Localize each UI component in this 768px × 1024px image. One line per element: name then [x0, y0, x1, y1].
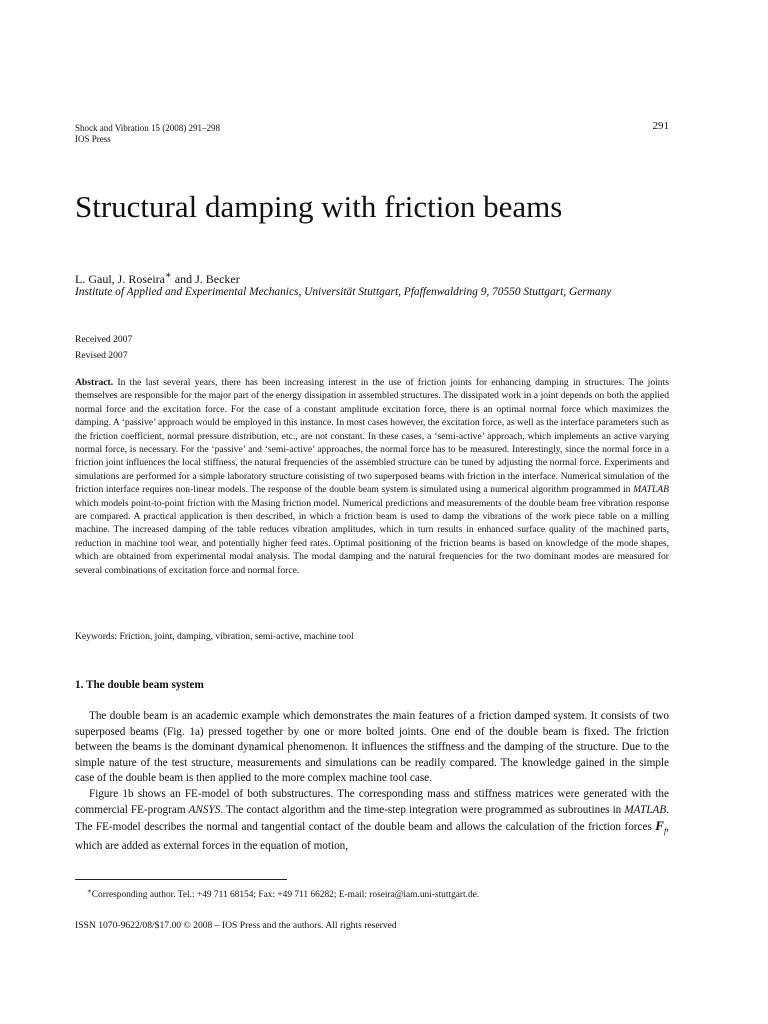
abstract-text-1: In the last several years, there has been increasing interest in the use of friction joints for enhancing damping in structures. The joints themselves are responsible for the major part of the energy dissipation in assembled structures. The dissipated work in a joint depends on both the applied normal force and the excitation force. For the case of a constant amplitude excitation force, there is an optimal normal force which maximizes the damping. A ‘passive’ approach would be employed in this instance. In most cases however, the excitation force, as well as the interface parameters such as the friction coefficient, normal pressure distribution, etc., are not constant. In these cases, a ‘semi-active’ approach, which implements an active varying normal force, is necessary. For the ‘passive’ and ‘semi-active’ approaches, the normal force has to be measured. Interestingly, since the normal force in a friction joint influences the local stiffness, the natural frequencies of the assembled structure can be tuned by adjusting the normal force. Experiments and simulations are performed for a simple laboratory structure consisting of two superposed beams with friction in the interface. Numerical simulation of the friction interface requires non-linear models. The response of the double beam system is simulated using a numerical algorithm programmed in — [75, 377, 669, 496]
paper-title: Structural damping with friction beams — [75, 189, 563, 224]
corresponding-mark: ∗ — [164, 270, 172, 281]
footnote-rule — [75, 879, 287, 880]
body-paragraph-2 — [75, 787, 669, 855]
affiliation: Institute of Applied and Experimental Mechanics, Universität Stuttgart, Pfaffenwaldring 9, 70550 Stuttgart, Germany — [75, 286, 612, 298]
received-date: Received 2007 — [75, 334, 133, 345]
body-text: , which are added as external forces in the equation of motion, — [75, 821, 669, 853]
ansys-name: ANSYS — [188, 803, 221, 816]
author-names: L. Gaul, J. Roseira — [75, 272, 165, 286]
section-body — [75, 709, 669, 855]
footnote-mark: ∗ — [87, 887, 92, 895]
abstract-matlab: MATLAB — [633, 484, 669, 496]
abstract-text-2: which models point-to-point friction with the Masing friction model. Numerical predictions and measurements of the double beam free vibration response are compared. A practical application is then described, in which a friction beam is used to damp the vibrations of the work piece table on a milling machine. The increased damping of the table reduces vibration amplitudes, which in turn results in enhanced surface quality of the machined parts, reduction in machine tool wear, and potentially higher feed rates. Optimal positioning of the friction beams is based on knowledge of the mode shapes, which are obtained from experimental modal analysis. The modal damping and the natural frequencies for the two dominant modes are measured for several combinations of excitation force and normal force. — [75, 497, 669, 576]
force-subscript: f — [663, 826, 667, 836]
revised-date: Revised 2007 — [75, 350, 128, 361]
running-header — [75, 120, 669, 145]
abstract — [75, 376, 669, 577]
copyright-line: ISSN 1070-9622/08/$17.00 © 2008 – IOS Press and the authors. All rights reserved — [75, 920, 397, 931]
author-names-rest: and J. Becker — [171, 272, 240, 286]
matlab-name: MATLAB — [624, 803, 667, 816]
footnote-text: Corresponding author. Tel.: +49 711 68154; Fax: +49 711 66282; E-mail: roseira@iam.uni-stuttgart.de. — [91, 890, 480, 901]
page-number: 291 — [652, 120, 669, 132]
abstract-label: Abstract. — [75, 377, 114, 388]
dates-block — [75, 332, 132, 364]
body-text: . The contact algorithm and the time-step integration were programmed as subroutines in — [220, 803, 625, 816]
publisher-name: IOS Press — [75, 134, 111, 144]
body-text: Figure 1b shows an FE-model of both substructures. The corresponding mass and stiffness matrices were generated with the commercial FE-program — [75, 787, 669, 816]
journal-citation: Shock and Vibration 15 (2008) 291–298 — [75, 123, 221, 133]
force-letter: F — [655, 818, 664, 834]
keywords: Keywords: Friction, joint, damping, vibration, semi-active, machine tool — [75, 631, 354, 642]
section-heading: 1. The double beam system — [75, 679, 204, 691]
body-text: . The FE-model describes the normal and tangential contact of the double beam and allows the calculation of the friction forces — [75, 803, 669, 834]
footnote — [87, 885, 479, 901]
body-paragraph-1: The double beam is an academic example which demonstrates the main features of a friction damped system. It consists of two superposed beams (Fig. 1a) pressed together by one or more bolted joints. One end of the double beam is fixed. The friction between the beams is the dominant dynamical phenomenon. It influences the stiffness and the damping of the structure. Due to the simple nature of the test structure, measurements and simulations can be readily compared. The knowledge gained in the simple case of the double beam is then applied to the more complex machine tool case. — [75, 710, 669, 785]
friction-force-symbol — [655, 818, 667, 836]
